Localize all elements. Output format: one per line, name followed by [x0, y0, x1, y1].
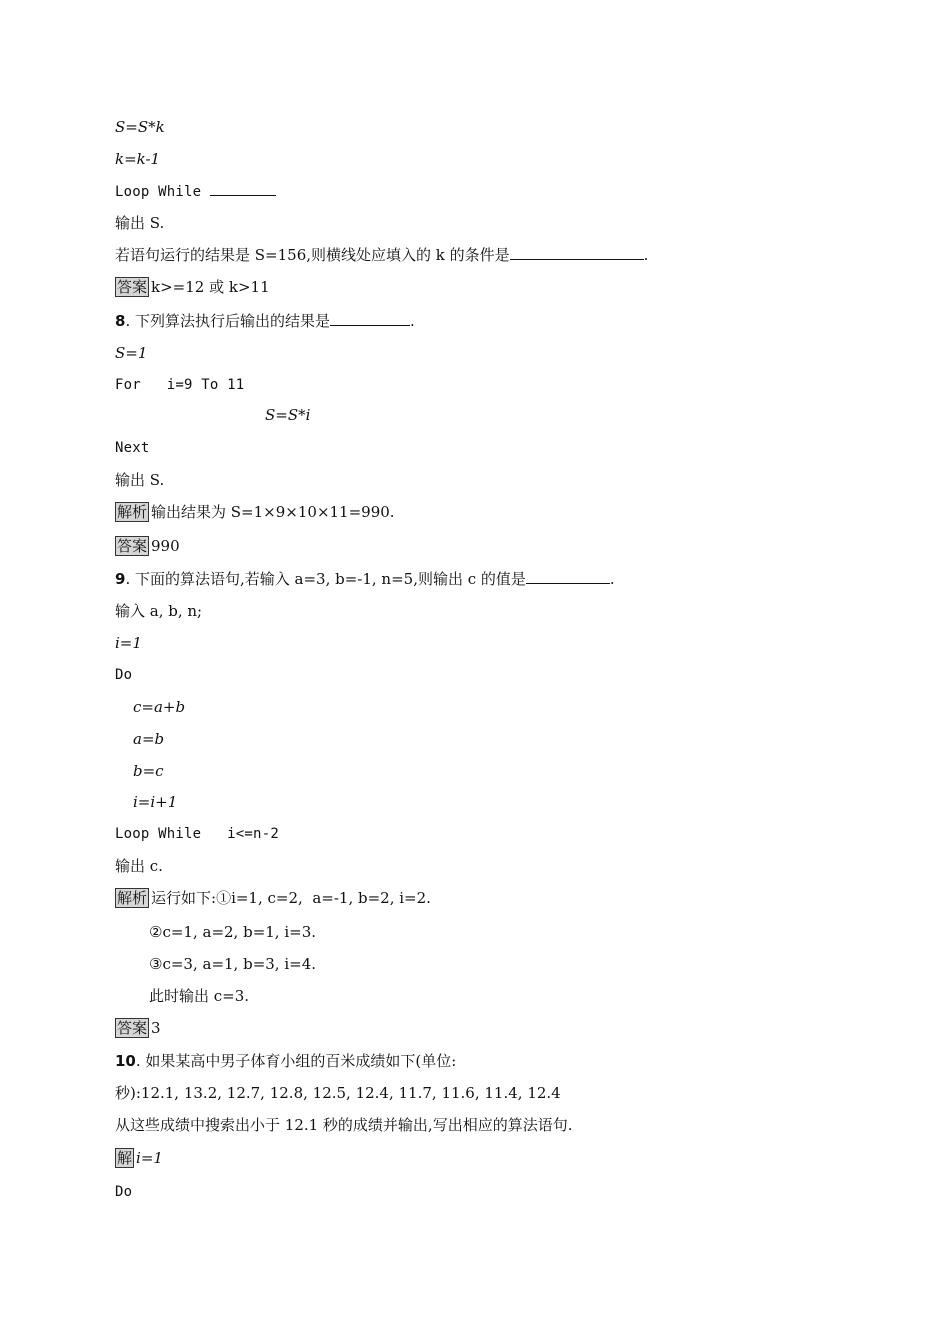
- answer-blank: [510, 245, 644, 260]
- question-number: 9: [115, 570, 126, 588]
- code-line: Next: [115, 440, 150, 456]
- analysis-line: [115, 502, 395, 522]
- text-line: 输出 c.: [115, 857, 163, 875]
- text-line: 输出 S.: [115, 214, 165, 232]
- answer-blank: [526, 569, 610, 584]
- answer-text: 990: [151, 537, 180, 555]
- code-line: a=b: [133, 730, 165, 748]
- code-line: S=1: [115, 344, 148, 362]
- answer-text: 3: [151, 1019, 161, 1037]
- text-line: 输入 a, b, n;: [115, 602, 203, 620]
- question-number: 10: [115, 1052, 136, 1070]
- code-line: i=i+1: [133, 793, 178, 811]
- question-number: 8: [115, 312, 126, 330]
- code-line: c=a+b: [133, 698, 186, 716]
- code-line: For i=9 To 11: [115, 377, 245, 393]
- code-line: Do: [115, 667, 133, 683]
- question-body: . 下面的算法语句,若输入 a=3, b=-1, n=5,则输出 c 的值是: [125, 570, 526, 588]
- code-text: Loop While: [115, 184, 210, 200]
- question-9: [115, 569, 615, 589]
- analysis-text: 运行如下:①i=1, c=2, a=-1, b=2, i=2.: [151, 889, 431, 907]
- answer-line: [115, 536, 180, 556]
- text-line: 输出 S.: [115, 471, 165, 489]
- answer-line: [115, 277, 270, 297]
- analysis-line: [115, 888, 431, 908]
- question-8: [115, 311, 415, 331]
- analysis-tag: 解析: [117, 503, 148, 521]
- answer-text: k>=12 或 k>11: [151, 278, 270, 296]
- question-body: 若语句运行的结果是 S=156,则横线处应填入的 k 的条件是: [115, 246, 510, 264]
- code-line: Do: [115, 1184, 133, 1200]
- question-body: . 如果某高中男子体育小组的百米成绩如下(单位:: [135, 1052, 457, 1070]
- answer-line: [115, 1018, 161, 1038]
- answer-tag: 答案: [117, 278, 148, 296]
- question-10: [115, 1051, 456, 1071]
- question-end: .: [643, 246, 649, 264]
- code-line: [115, 181, 276, 202]
- answer-blank: [210, 181, 276, 196]
- solution-tag: 解: [117, 1149, 133, 1167]
- answer-tag: 答案: [117, 537, 148, 555]
- analysis-tag: 解析: [117, 889, 148, 907]
- code-line: S=S*i: [265, 406, 311, 424]
- code-line: S=S*k: [115, 118, 165, 136]
- code-line: k=k-1: [115, 150, 161, 168]
- question-text: [115, 245, 648, 265]
- answer-tag: 答案: [117, 1019, 148, 1037]
- question-body: . 下列算法执行后输出的结果是: [125, 312, 330, 330]
- solution-line: [115, 1148, 163, 1168]
- question-end: .: [609, 570, 615, 588]
- answer-blank: [330, 311, 410, 326]
- text-line: 秒):12.1, 13.2, 12.7, 12.8, 12.5, 12.4, 11.7, 11.6, 11.4, 12.4: [115, 1084, 561, 1102]
- analysis-text: 输出结果为 S=1×9×10×11=990.: [151, 503, 395, 521]
- code-line: i=1: [115, 634, 142, 652]
- code-line: Loop While i<=n-2: [115, 826, 279, 842]
- question-end: .: [409, 312, 415, 330]
- analysis-step: ②c=1, a=2, b=1, i=3.: [149, 923, 317, 941]
- analysis-step: 此时输出 c=3.: [149, 987, 250, 1005]
- analysis-step: ③c=3, a=1, b=3, i=4.: [149, 955, 317, 973]
- code-line: b=c: [133, 762, 164, 780]
- solution-text: i=1: [136, 1149, 163, 1167]
- text-line: 从这些成绩中搜索出小于 12.1 秒的成绩并输出,写出相应的算法语句.: [115, 1116, 573, 1134]
